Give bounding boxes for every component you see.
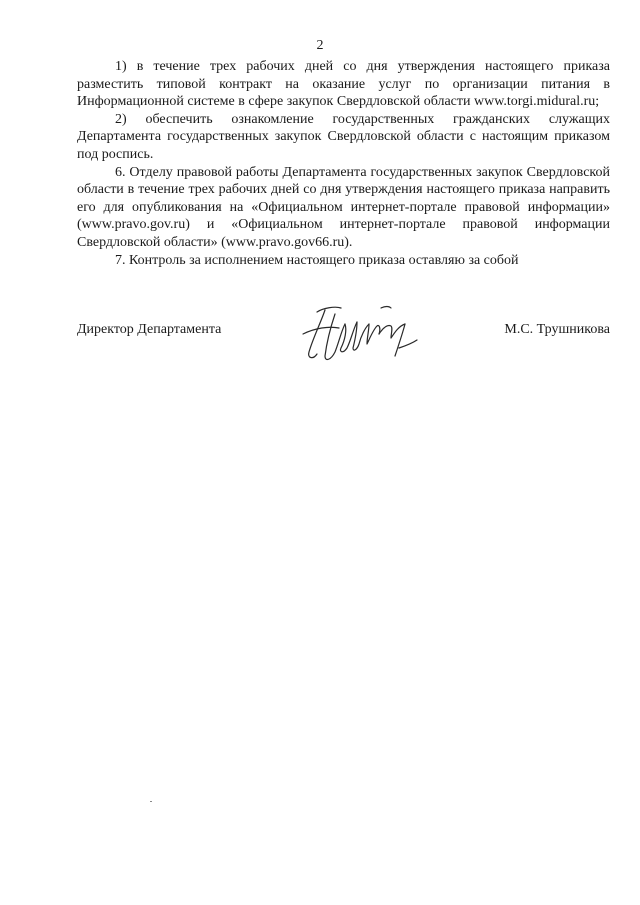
- handwritten-signature-icon: [295, 300, 430, 370]
- scan-dot: [150, 801, 152, 802]
- page-number: 2: [316, 38, 324, 53]
- document-body: [77, 58, 610, 269]
- signature-block: [77, 322, 610, 362]
- paragraph-section-7: 7. Контроль за исполнением настоящего приказа оставляю за собой: [115, 252, 519, 268]
- paragraph-item-2: 2) обеспечить ознакомление государственных гражданских служащих Департамента государственных закупок Свердловской области с настоящим приказом под роспись.: [77, 111, 610, 162]
- paragraph-item-1: 1) в течение трех рабочих дней со дня утверждения настоящего приказа разместить типовой контракт на оказание услуг по организации питания в Информационной системе в сфере закупок Свердловской области www.torgi.midural.ru;: [77, 59, 610, 110]
- paragraph-section-6: 6. Отделу правовой работы Департамента государственных закупок Свердловской области в течение трех рабочих дней со дня утверждения настоящего приказа направить его для опубликования на «Официальном интернет-портале правовой информации» (www.pravo.gov.ru) и «Официальном интернет-портале правовой информации Свердловской области» (www.pravo.gov66.ru).: [77, 164, 610, 250]
- signatory-title: Директор Департамента: [77, 322, 222, 337]
- signatory-name: М.С. Трушникова: [504, 322, 610, 337]
